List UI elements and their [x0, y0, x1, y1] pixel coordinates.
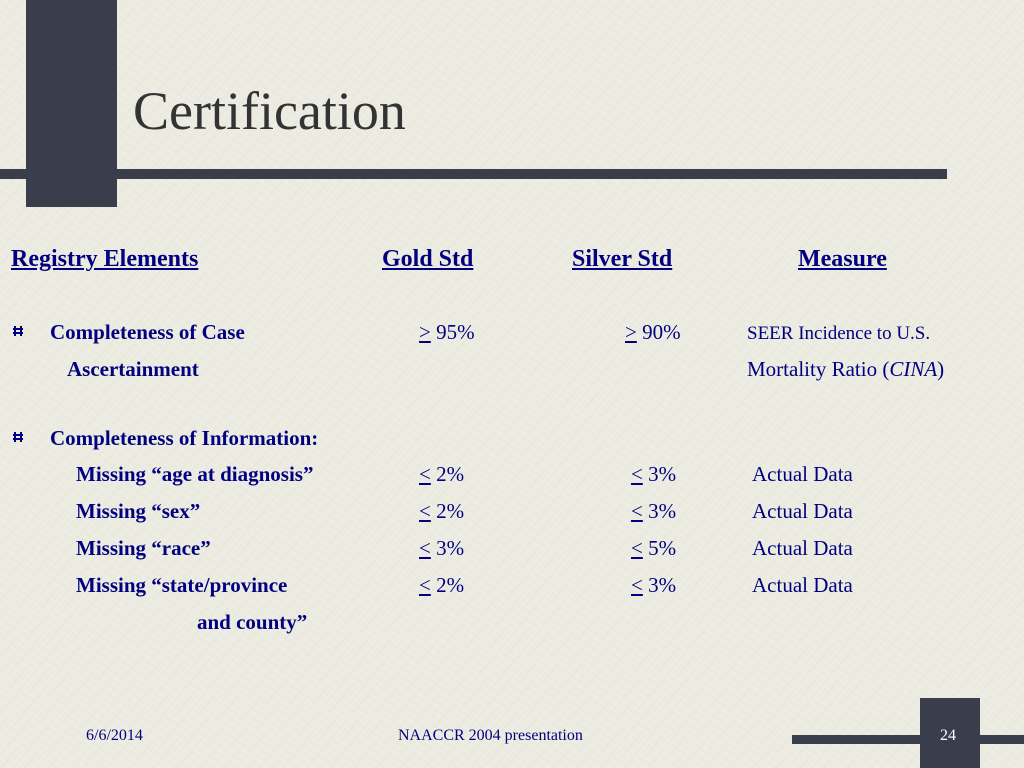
item-measure: Actual Data — [752, 536, 853, 560]
item-label-cont: and county” — [197, 610, 308, 634]
row-completeness-case-measure: SEER Incidence to U.S. — [747, 323, 931, 344]
item-label: Missing “age at diagnosis” — [76, 462, 314, 486]
item-gold: < 3% — [419, 536, 465, 560]
row-completeness-case-label-cont: Ascertainment — [67, 357, 199, 381]
row-completeness-case-label: Completeness of Case — [50, 320, 245, 344]
column-header-measure: Measure — [798, 246, 887, 272]
title-underline-bar — [0, 169, 947, 179]
footer-presentation-title: NAACCR 2004 presentation — [398, 727, 583, 744]
item-measure: Actual Data — [752, 573, 853, 597]
item-silver: < 3% — [631, 462, 677, 486]
item-measure: Actual Data — [752, 462, 853, 486]
row-completeness-info-heading: Completeness of Information: — [50, 426, 319, 450]
item-gold: < 2% — [419, 573, 465, 597]
column-header-silver-std: Silver Std — [572, 246, 673, 272]
item-gold: < 2% — [419, 499, 465, 523]
item-label: Missing “race” — [76, 536, 211, 560]
item-label: Missing “sex” — [76, 499, 201, 523]
bullet-icon — [13, 326, 23, 336]
item-gold: < 2% — [419, 462, 465, 486]
page-number: 24 — [940, 727, 956, 744]
item-label: Missing “state/province — [76, 573, 288, 597]
slide-title: Certification — [133, 81, 406, 141]
column-header-registry-elements: Registry Elements — [11, 246, 199, 272]
row-completeness-case-gold: > 95% — [419, 320, 475, 344]
row-completeness-case-measure-cont: Mortality Ratio (CINA) — [747, 357, 945, 381]
item-silver: < 3% — [631, 573, 677, 597]
bullet-icon — [13, 432, 23, 442]
item-silver: < 5% — [631, 536, 677, 560]
item-silver: < 3% — [631, 499, 677, 523]
footer-date: 6/6/2014 — [86, 727, 143, 744]
footer-bar — [792, 735, 1024, 744]
item-measure: Actual Data — [752, 499, 853, 523]
row-completeness-case-silver: > 90% — [625, 320, 681, 344]
column-header-gold-std: Gold Std — [382, 246, 474, 272]
